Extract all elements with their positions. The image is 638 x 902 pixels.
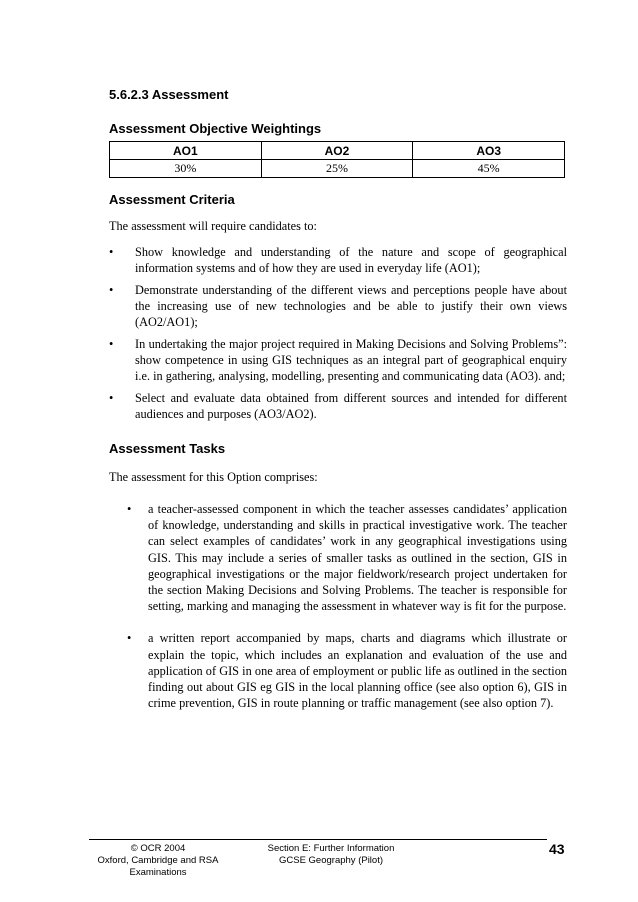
table-cell-ao3: 45% [413, 160, 565, 178]
section-heading: 5.6.2.3 Assessment [109, 87, 229, 102]
criteria-list [109, 244, 567, 428]
table-row [110, 160, 565, 178]
list-item: • a written report accompanied by maps, charts and diagrams which illustrate or explain the topic, which includes an explanation and evaluation of the use and application of GIS in one area of employment or public life as outlined in the section finding out about GIS eg GIS in the local planning office (see also option 6), GIS in crime prevention, GIS in route planning or traffic management (see also option 7). [127, 630, 567, 711]
table-header-ao1: AO1 [110, 142, 262, 160]
list-item: • Select and evaluate data obtained from different sources and intended for different audiences and purposes (AO3/AO2). [109, 390, 567, 422]
list-item: • a teacher-assessed component in which the teacher assesses candidates’ application of knowledge, understanding and skills in practical investigative work. The teacher can select examples of candidates’ work in any geographical investigations using GIS. This may include a series of smaller tasks as outlined in the section, GIS in geographical investigations or the major fieldwork/research project undertaken for the section Making Decisions and Solving Problems. The teacher is responsible for setting, marking and managing the assessment in whatever way is fit for the purpose. [127, 501, 567, 614]
criteria-heading: Assessment Criteria [109, 192, 235, 207]
table-header-row [110, 142, 565, 160]
weightings-table [109, 141, 565, 178]
footer-course: GCSE Geography (Pilot) [278, 855, 383, 866]
table-header-ao2: AO2 [261, 142, 413, 160]
tasks-intro: The assessment for this Option comprises: [109, 470, 318, 484]
page-number: 43 [549, 841, 565, 857]
list-item: • Show knowledge and understanding of the nature and scope of geographical information systems and of how they are used in everyday life (AO1); [109, 244, 567, 276]
criteria-intro: The assessment will require candidates to: [109, 219, 317, 233]
footer-left [68, 843, 248, 879]
table-cell-ao1: 30% [110, 160, 262, 178]
footer-section: Section E: Further Information [267, 843, 395, 854]
table-cell-ao2: 25% [261, 160, 413, 178]
list-item: • Demonstrate understanding of the different views and perceptions people have about the increasing use of new technologies and be able to justify their own views (AO2/AO1); [109, 282, 567, 330]
footer-organisation: Oxford, Cambridge and RSA Examinations [97, 855, 219, 878]
footer-center [256, 843, 406, 867]
footer-divider [89, 839, 547, 840]
weightings-heading: Assessment Objective Weightings [109, 121, 322, 136]
footer-copyright: © OCR 2004 [130, 843, 186, 854]
tasks-list [127, 501, 567, 727]
table-header-ao3: AO3 [413, 142, 565, 160]
list-item: • In undertaking the major project required in Making Decisions and Solving Problems”: show competence in using GIS techniques as an integral part of geographical enquiry i.e. in gathering, analysing, modelling, presenting and communicating data (AO3). and; [109, 336, 567, 384]
tasks-heading: Assessment Tasks [109, 441, 226, 456]
